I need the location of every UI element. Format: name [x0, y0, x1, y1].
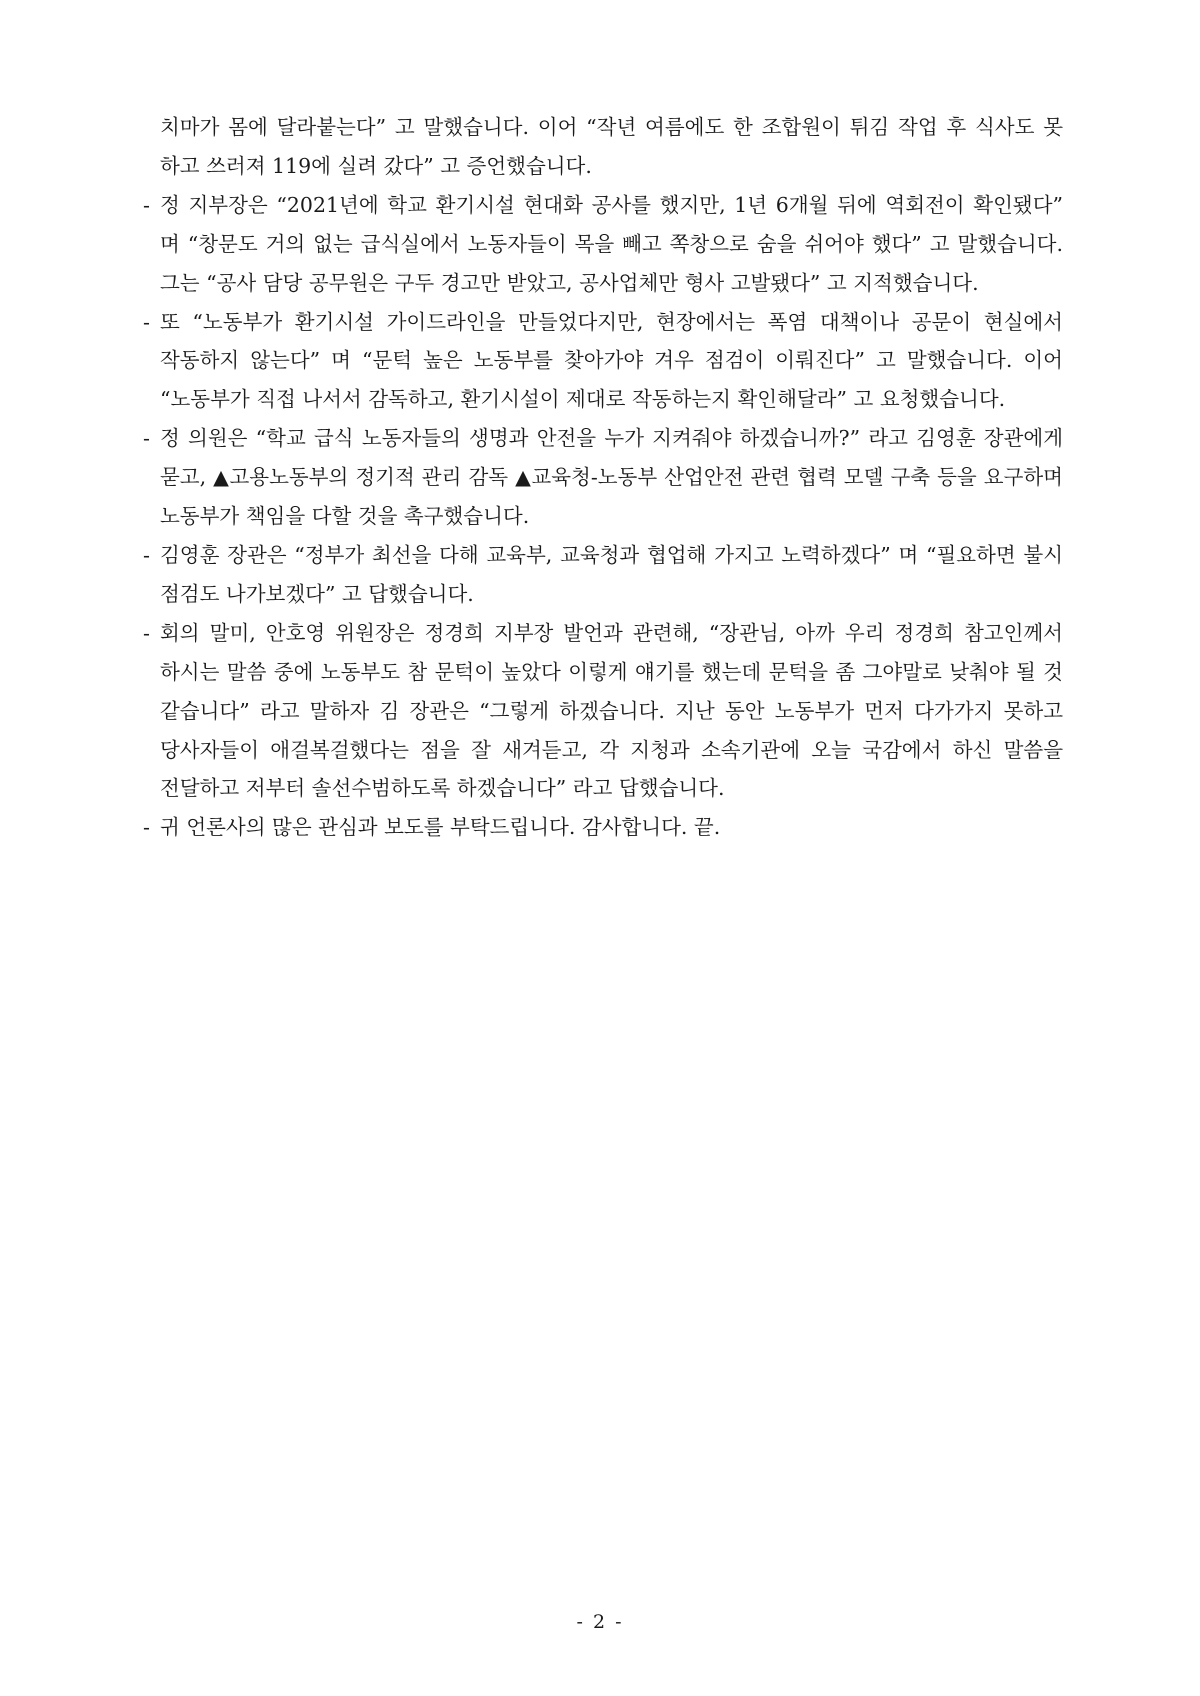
bullet-marker: - — [143, 815, 150, 840]
document-body — [143, 108, 1063, 847]
bullet-marker: - — [143, 542, 150, 567]
bullet-marker: - — [143, 309, 150, 334]
bullet-item-lawmaker-question — [143, 419, 1063, 536]
bullet-text: 정 지부장은 “2021년에 학교 환기시설 현대화 공사를 했지만, 1년 6개월 뒤에 역회전이 확인됐다” 며 “창문도 거의 없는 급식실에서 노동자들이 목을 빼고 쪽창으로 숨을 쉬어야 했다” 고 말했습니다. 그는 “공사 담당 공무원은 구두 경고만 받았고, 공사업체만 형사 고발됐다” 고 지적했습니다. — [160, 192, 1063, 295]
bullet-item-minister-answer — [143, 536, 1063, 614]
bullet-text: 귀 언론사의 많은 관심과 보도를 부탁드립니다. 감사합니다. 끝. — [160, 815, 721, 840]
paragraph-continuation — [143, 108, 1063, 186]
bullet-item-guideline — [143, 303, 1063, 420]
bullet-item-chair-remarks — [143, 614, 1063, 809]
bullet-item-closing — [143, 808, 1063, 847]
bullet-text: 회의 말미, 안호영 위원장은 정경희 지부장 발언과 관련해, “장관님, 아까 우리 정경희 참고인께서 하시는 말씀 중에 노동부도 참 문턱이 높았다 이렇게 얘기를 했는데 문턱을 좀 그야말로 낮춰야 될 것 같습니다” 라고 말하자 김 장관은 “그렇게 하겠습니다. 지난 동안 노동부가 먼저 다가가지 못하고 당사자들이 애걸복걸했다는 점을 잘 새겨듣고, 각 지청과 소속기관에 오늘 국감에서 하신 말씀을 전달하고 저부터 솔선수범하도록 하겠습니다” 라고 답했습니다. — [160, 620, 1063, 801]
bullet-marker: - — [143, 426, 150, 451]
page-number: - 2 - — [576, 1611, 624, 1633]
bullet-item-ventilation — [143, 186, 1063, 303]
bullet-text: 김영훈 장관은 “정부가 최선을 다해 교육부, 교육청과 협업해 가지고 노력하겠다” 며 “필요하면 불시 점검도 나가보겠다” 고 답했습니다. — [160, 542, 1063, 606]
bullet-marker: - — [143, 192, 150, 217]
bullet-marker: - — [143, 620, 150, 645]
paragraph-text: 치마가 몸에 달라붙는다” 고 말했습니다. 이어 “작년 여름에도 한 조합원이 튀김 작업 후 식사도 못 하고 쓰러져 119에 실려 갔다” 고 증언했습니다. — [160, 115, 1063, 178]
bullet-text: 또 “노동부가 환기시설 가이드라인을 만들었다지만, 현장에서는 폭염 대책이나 공문이 현실에서 작동하지 않는다” 며 “문턱 높은 노동부를 찾아가야 겨우 점검이 이뤄진다” 고 말했습니다. 이어 “노동부가 직접 나서서 감독하고, 환기시설이 제대로 작동하는지 확인해달라” 고 요청했습니다. — [160, 309, 1063, 412]
bullet-text: 정 의원은 “학교 급식 노동자들의 생명과 안전을 누가 지켜줘야 하겠습니까?” 라고 김영훈 장관에게 묻고, ▲고용노동부의 정기적 관리 감독 ▲교육청-노동부 산업안전 관련 협력 모델 구축 등을 요구하며 노동부가 책임을 다할 것을 촉구했습니다. — [160, 426, 1063, 529]
